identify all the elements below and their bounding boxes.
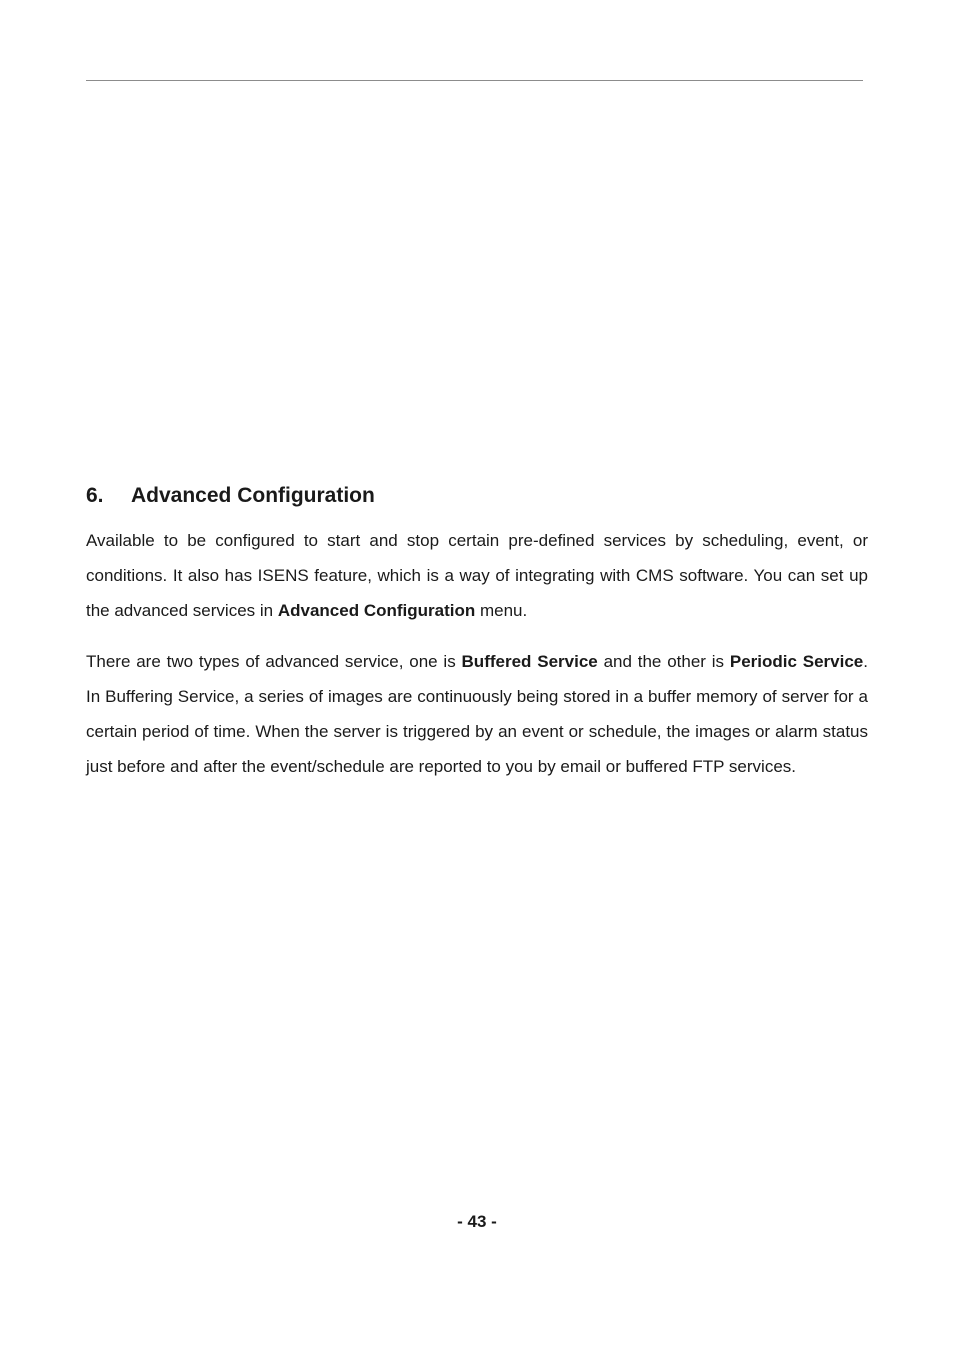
paragraph-text: . In Buffering Service, a series of images are continuously being stored in a buffer memory of server for a certain period of time. When the server is triggered by an event or schedule, the images or alarm status just before and after the event/schedule are reported to you by email or buffered FTP services.: [86, 652, 868, 776]
section-number: 6.: [86, 484, 104, 507]
bold-term-advanced-configuration: Advanced Configuration: [277, 601, 476, 620]
paragraph-text: There are two types of advanced service, one is: [86, 652, 462, 671]
paragraph-text: and the other is: [597, 652, 730, 671]
service-types-paragraph: [86, 644, 868, 784]
bold-term-periodic-service: Periodic Service: [729, 652, 864, 671]
section-heading: [86, 480, 868, 512]
section-advanced-configuration: [86, 480, 868, 784]
page-number: - 43 -: [457, 1212, 497, 1231]
intro-paragraph: [86, 523, 868, 628]
bold-term-buffered-service: Buffered Service: [461, 652, 598, 671]
section-title: Advanced Configuration: [131, 484, 375, 507]
paragraph-text: Available to be configured to start and stop certain pre-defined services by scheduling, event, or conditions. It also has ISENS feature, which is a way of integrating with CMS software. You can set up the advanced services in: [86, 531, 868, 620]
paragraph-text: menu.: [475, 601, 528, 620]
header-divider: [86, 80, 863, 81]
